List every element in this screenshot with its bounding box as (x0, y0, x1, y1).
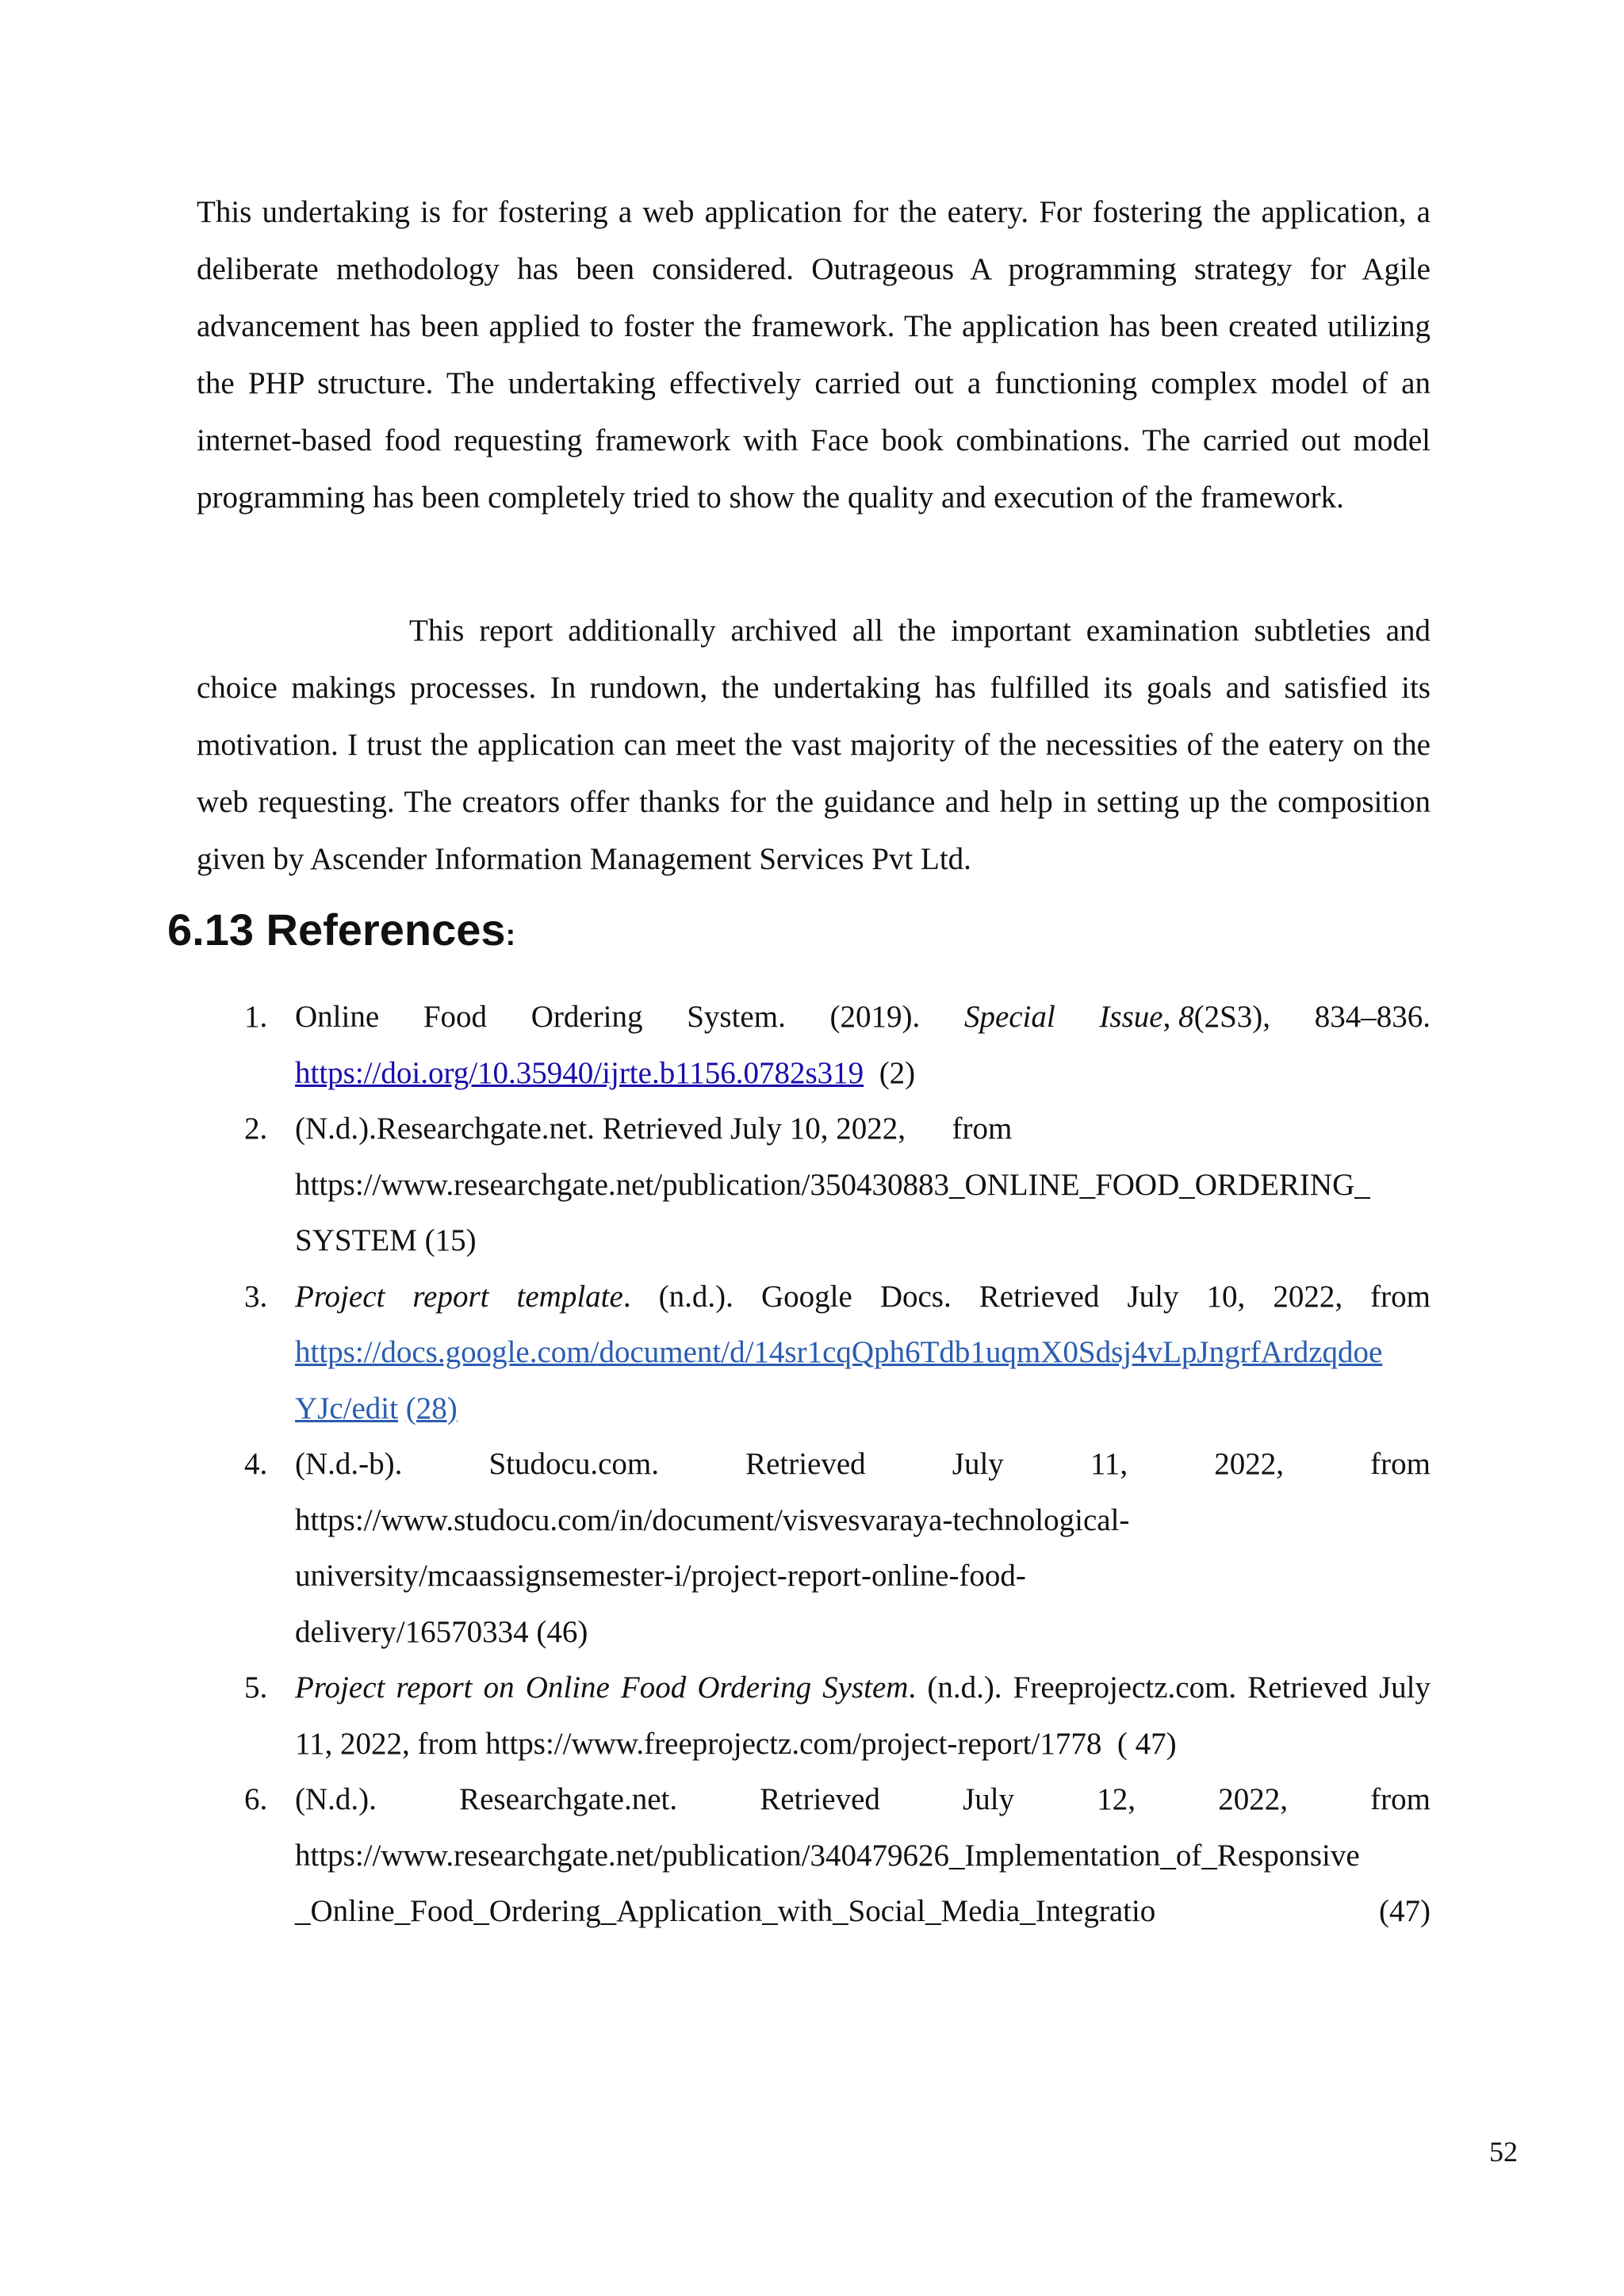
section-heading (167, 902, 515, 963)
reference-line: (N.d.).Researchgate.net. Retrieved July 10, 2022, from (295, 1112, 1013, 1146)
reference-item-1 (197, 989, 1431, 1101)
reference-number: 1. (244, 1000, 268, 1034)
reference-number: 6. (244, 1782, 268, 1816)
reference-url-block: https://www.studocu.com/in/document/visvesvaraya-technological-university/mcaassignsemester-i/project-report-online-food-delivery/16570334 (46) (295, 1502, 1130, 1649)
reference-number: 3. (244, 1279, 268, 1314)
reference-line: Online Food Ordering System. (2019). Special Issue, 8(2S3), 834–836. (295, 989, 1431, 1046)
reference-title: Project report on Online Food Ordering System (295, 1670, 909, 1705)
reference-journal: Issue, 8(2S3), (1099, 1000, 1270, 1034)
reference-url: https://www.researchgate.net/publication/350430883_ONLINE_FOOD_ORDERING_SYSTEM (295, 1167, 1370, 1257)
reference-number: 4. (244, 1447, 268, 1481)
reference-line: (N.d.). Researchgate.net. Retrieved July 12, 2022, from (295, 1782, 1431, 1816)
reference-url-block: https://docs.google.com/document/d/14sr1cqQph6Tdb1uqmX0Sdsj4vLpJngrfArdzqdoeYJc/edit (28) (295, 1335, 1383, 1425)
reference-line: https://doi.org/10.35940/ijrte.b1156.0782s319 (2) (295, 1055, 916, 1090)
reference-url-block: https://www.researchgate.net/publication/340479626_Implementation_of_Responsive_Online_Food_Ordering_Application_with_Social_Media_Integratio (47) (295, 1838, 1431, 1928)
reference-item-2 (197, 1101, 1431, 1269)
reference-item-6 (197, 1772, 1431, 1940)
body-paragraph-1: This undertaking is for fostering a web application for the eatery. For fostering the application, a deliberate methodology has been considered. Outrageous A programming strategy for Agile advancement has been applied to foster the framework. The application has been created utilizing the PHP structure. The undertaking effectively carried out a functioning complex model of an internet-based food requesting framework with Face book combinations. The carried out model programming has been completely tried to show the quality and execution of the framework. (197, 195, 1431, 515)
reference-item-4 (197, 1437, 1431, 1660)
body-paragraph-2: This report additionally archived all the important examination subtleties and choice makings processes. In rundown, the undertaking has fulfilled its goals and satisfied its motivation. I trust the application can meet the vast majority of the necessities of the eatery on the web requesting. The creators offer thanks for the guidance and help in setting up the composition given by Ascender Information Management Services Pvt Ltd. (197, 614, 1431, 876)
section-heading-colon: : (505, 919, 516, 952)
reference-line: (N.d.-b). Studocu.com. Retrieved July 11, 2022, from (295, 1447, 1431, 1481)
reference-title: Project report template (295, 1279, 623, 1314)
reference-url: https://www.studocu.com/in/document/visvesvaraya-technological-university/mcaassignsemester-i/project-report-online-food-delivery/16570334 (295, 1502, 1130, 1649)
reference-url: https://www.researchgate.net/publication/340479626_Implementation_of_Responsive_Online_Food_Ordering_Application_with_Social_Media_Integratio (295, 1838, 1360, 1928)
references-list (197, 989, 1431, 1940)
reference-number: 2. (244, 1112, 268, 1146)
page-number: 52 (1489, 2136, 1518, 2168)
reference-url-block: https://www.researchgate.net/publication/350430883_ONLINE_FOOD_ORDERING_SYSTEM (15) (295, 1167, 1370, 1257)
reference-number: 5. (244, 1670, 268, 1705)
reference-text: Project report on Online Food Ordering System. (n.d.). Freeprojectz.com. Retrieved July 11, 2022, from https://www.freeprojectz.com/project-report/1778 ( 47) (295, 1670, 1431, 1761)
reference-link[interactable]: https://docs.google.com/document/d/14sr1cqQph6Tdb1uqmX0Sdsj4vLpJngrfArdzqdoeYJc/edit (295, 1335, 1383, 1425)
reference-item-5 (197, 1660, 1431, 1772)
reference-link[interactable]: https://doi.org/10.35940/ijrte.b1156.0782s319 (295, 1055, 864, 1090)
section-heading-text: 6.13 References (167, 905, 506, 955)
reference-line: Project report template. (n.d.). Google Docs. Retrieved July 10, 2022, from (295, 1279, 1431, 1314)
reference-item-3 (197, 1269, 1431, 1437)
